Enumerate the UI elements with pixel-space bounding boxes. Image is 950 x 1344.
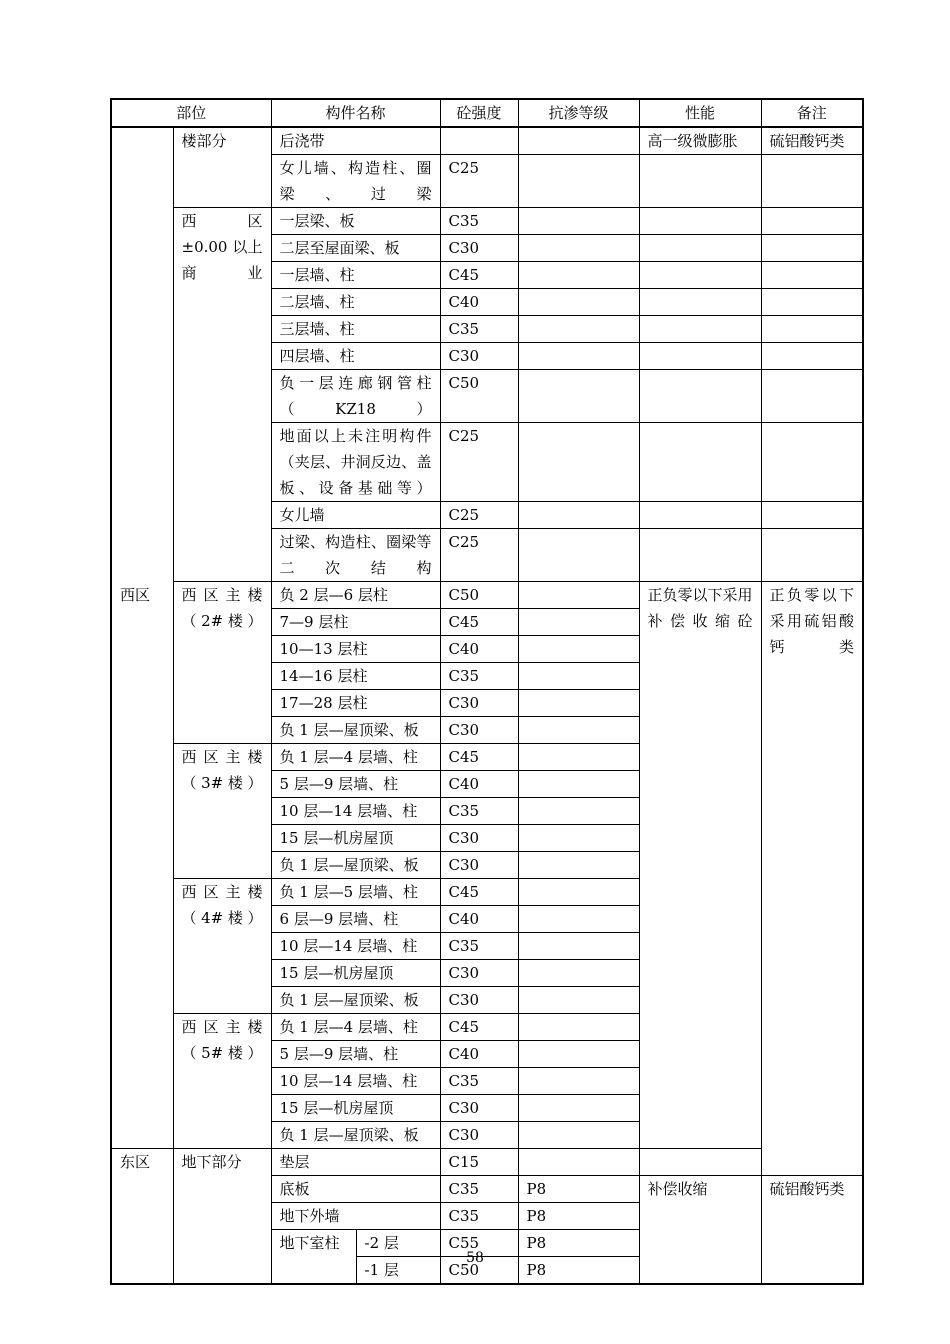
table-row [111, 127, 863, 155]
impermeability-cell: P8 [518, 1176, 639, 1203]
component-cell: 地下外墙 [271, 1203, 440, 1230]
component-cell: 二层至屋面梁、板 [271, 235, 440, 262]
performance-cell [639, 208, 761, 235]
impermeability-cell: P8 [518, 1257, 639, 1285]
header-location: 部位 [111, 99, 271, 127]
sub-location-cell: 西区主楼（3#楼） [173, 744, 271, 879]
strength-cell: C35 [440, 316, 518, 343]
impermeability-cell [518, 1068, 639, 1095]
note-cell [761, 343, 863, 370]
impermeability-cell [518, 1095, 639, 1122]
floor-cell: -2 层 [356, 1230, 440, 1257]
impermeability-cell [518, 502, 639, 529]
strength-cell: C30 [440, 960, 518, 987]
note-cell [761, 155, 863, 208]
strength-cell: C25 [440, 155, 518, 208]
header-impermeability: 抗渗等级 [518, 99, 639, 127]
strength-cell: C30 [440, 1122, 518, 1149]
column-label-cell: 地下室柱 [271, 1230, 356, 1285]
zone-cell-top [111, 127, 173, 208]
component-cell: 10—13 层柱 [271, 636, 440, 663]
impermeability-cell [518, 127, 639, 155]
strength-cell [440, 127, 518, 155]
strength-cell: C30 [440, 1095, 518, 1122]
performance-cell [639, 235, 761, 262]
impermeability-cell [518, 1122, 639, 1149]
note-cell [761, 289, 863, 316]
strength-cell: C55 [440, 1230, 518, 1257]
strength-cell: C45 [440, 879, 518, 906]
zone-cell-mid [111, 208, 173, 582]
impermeability-cell [518, 1149, 639, 1176]
strength-cell: C35 [440, 933, 518, 960]
strength-cell: C25 [440, 502, 518, 529]
component-cell: 负 1 层—屋顶梁、板 [271, 717, 440, 744]
impermeability-cell [518, 529, 639, 582]
strength-cell: C35 [440, 208, 518, 235]
component-cell: 14—16 层柱 [271, 663, 440, 690]
impermeability-cell [518, 825, 639, 852]
performance-cell: 正负零以下采用补偿收缩砼 [639, 582, 761, 1149]
performance-cell [639, 155, 761, 208]
performance-cell [639, 262, 761, 289]
impermeability-cell [518, 235, 639, 262]
component-cell: 过梁、构造柱、圈梁等二次结构 [271, 529, 440, 582]
impermeability-cell [518, 609, 639, 636]
performance-cell: 补偿收缩 [639, 1176, 761, 1285]
impermeability-cell [518, 852, 639, 879]
strength-cell: C30 [440, 852, 518, 879]
component-cell: 负一层连廊钢管柱（KZ18） [271, 370, 440, 423]
performance-cell [639, 289, 761, 316]
component-cell: 负 1 层—4 层墙、柱 [271, 744, 440, 771]
impermeability-cell [518, 262, 639, 289]
table-row [111, 582, 863, 609]
component-cell: 负 1 层—屋顶梁、板 [271, 1122, 440, 1149]
impermeability-cell [518, 906, 639, 933]
performance-cell [639, 343, 761, 370]
header-component: 构件名称 [271, 99, 440, 127]
strength-cell: C40 [440, 771, 518, 798]
impermeability-cell [518, 933, 639, 960]
component-cell: 5 层—9 层墙、柱 [271, 1041, 440, 1068]
performance-cell [639, 1149, 761, 1176]
impermeability-cell: P8 [518, 1230, 639, 1257]
impermeability-cell [518, 960, 639, 987]
page-number: 58 [466, 1250, 484, 1266]
impermeability-cell [518, 155, 639, 208]
strength-cell: C50 [440, 370, 518, 423]
component-cell: 后浇带 [271, 127, 440, 155]
strength-cell: C25 [440, 423, 518, 502]
impermeability-cell [518, 582, 639, 609]
strength-cell: C45 [440, 744, 518, 771]
component-cell: 15 层—机房屋顶 [271, 960, 440, 987]
table-row [111, 1149, 863, 1176]
impermeability-cell [518, 663, 639, 690]
component-cell: 10 层—14 层墙、柱 [271, 798, 440, 825]
impermeability-cell [518, 771, 639, 798]
strength-cell: C40 [440, 289, 518, 316]
component-cell: 底板 [271, 1176, 440, 1203]
strength-cell: C30 [440, 235, 518, 262]
impermeability-cell [518, 798, 639, 825]
performance-cell [639, 370, 761, 423]
component-cell: 二层墙、柱 [271, 289, 440, 316]
sub-location-cell: 西区主楼（2#楼） [173, 582, 271, 744]
zone-cell: 西区 [111, 582, 173, 1149]
note-cell [761, 423, 863, 502]
strength-cell: C45 [440, 262, 518, 289]
component-cell: 15 层—机房屋顶 [271, 825, 440, 852]
component-cell: 四层墙、柱 [271, 343, 440, 370]
note-cell [761, 235, 863, 262]
strength-cell: C45 [440, 609, 518, 636]
strength-cell: C35 [440, 663, 518, 690]
component-cell: 负 1 层—屋顶梁、板 [271, 987, 440, 1014]
strength-cell: C45 [440, 1014, 518, 1041]
component-cell: 15 层—机房屋顶 [271, 1095, 440, 1122]
strength-cell: C40 [440, 636, 518, 663]
component-cell: 负 2 层—6 层柱 [271, 582, 440, 609]
component-cell: 地面以上未注明构件（夹层、井洞反边、盖板、设备基础等） [271, 423, 440, 502]
component-cell: 10 层—14 层墙、柱 [271, 933, 440, 960]
header-row [111, 99, 863, 127]
note-cell [761, 529, 863, 582]
impermeability-cell [518, 1041, 639, 1068]
concrete-spec-table [110, 98, 864, 1285]
strength-cell: C15 [440, 1149, 518, 1176]
component-cell: 负 1 层—4 层墙、柱 [271, 1014, 440, 1041]
component-cell: 负 1 层—5 层墙、柱 [271, 879, 440, 906]
note-cell [761, 262, 863, 289]
note-cell [761, 316, 863, 343]
note-cell [761, 502, 863, 529]
note-cell: 硫铝酸钙类 [761, 127, 863, 155]
header-performance: 性能 [639, 99, 761, 127]
note-cell [761, 208, 863, 235]
strength-cell: C35 [440, 1203, 518, 1230]
strength-cell: C30 [440, 690, 518, 717]
component-cell: 女儿墙、构造柱、圈梁、过梁 [271, 155, 440, 208]
floor-cell: -1 层 [356, 1257, 440, 1285]
zone-cell: 东区 [111, 1149, 173, 1285]
table-row [111, 208, 863, 235]
header-note: 备注 [761, 99, 863, 127]
component-cell: 6 层—9 层墙、柱 [271, 906, 440, 933]
performance-cell: 高一级微膨胀 [639, 127, 761, 155]
strength-cell: C30 [440, 825, 518, 852]
strength-cell: C50 [440, 582, 518, 609]
sub-location-cell: 西区主楼（5#楼） [173, 1014, 271, 1149]
sub-location-cell: 楼部分 [173, 127, 271, 208]
component-cell: 一层墙、柱 [271, 262, 440, 289]
component-cell: 7—9 层柱 [271, 609, 440, 636]
note-cell: 硫铝酸钙类 [761, 1176, 863, 1285]
component-cell: 负 1 层—屋顶梁、板 [271, 852, 440, 879]
impermeability-cell [518, 316, 639, 343]
component-cell: 5 层—9 层墙、柱 [271, 771, 440, 798]
strength-cell: C50 [440, 1257, 518, 1285]
note-cell [761, 370, 863, 423]
sub-location-cell: 地下部分 [173, 1149, 271, 1285]
impermeability-cell [518, 343, 639, 370]
component-cell: 女儿墙 [271, 502, 440, 529]
sub-location-cell: 西区主楼（4#楼） [173, 879, 271, 1014]
strength-cell: C40 [440, 1041, 518, 1068]
impermeability-cell [518, 690, 639, 717]
performance-cell [639, 316, 761, 343]
performance-cell [639, 423, 761, 502]
component-cell: 一层梁、板 [271, 208, 440, 235]
sub-location-cell: 西 区 ±0.00 以上商业 [173, 208, 271, 582]
impermeability-cell [518, 423, 639, 502]
impermeability-cell [518, 636, 639, 663]
impermeability-cell [518, 717, 639, 744]
header-strength: 砼强度 [440, 99, 518, 127]
impermeability-cell: P8 [518, 1203, 639, 1230]
impermeability-cell [518, 289, 639, 316]
impermeability-cell [518, 879, 639, 906]
performance-cell [639, 502, 761, 529]
impermeability-cell [518, 744, 639, 771]
impermeability-cell [518, 208, 639, 235]
impermeability-cell [518, 370, 639, 423]
strength-cell: C30 [440, 987, 518, 1014]
strength-cell: C35 [440, 798, 518, 825]
component-cell: 17—28 层柱 [271, 690, 440, 717]
impermeability-cell [518, 987, 639, 1014]
strength-cell: C40 [440, 906, 518, 933]
strength-cell: C35 [440, 1068, 518, 1095]
performance-cell [639, 529, 761, 582]
strength-cell: C35 [440, 1176, 518, 1203]
component-cell: 三层墙、柱 [271, 316, 440, 343]
note-cell: 正负零以下采用硫铝酸钙类 [761, 582, 863, 1176]
component-cell: 10 层—14 层墙、柱 [271, 1068, 440, 1095]
impermeability-cell [518, 1014, 639, 1041]
strength-cell: C30 [440, 717, 518, 744]
component-cell: 垫层 [271, 1149, 440, 1176]
strength-cell: C25 [440, 529, 518, 582]
strength-cell: C30 [440, 343, 518, 370]
